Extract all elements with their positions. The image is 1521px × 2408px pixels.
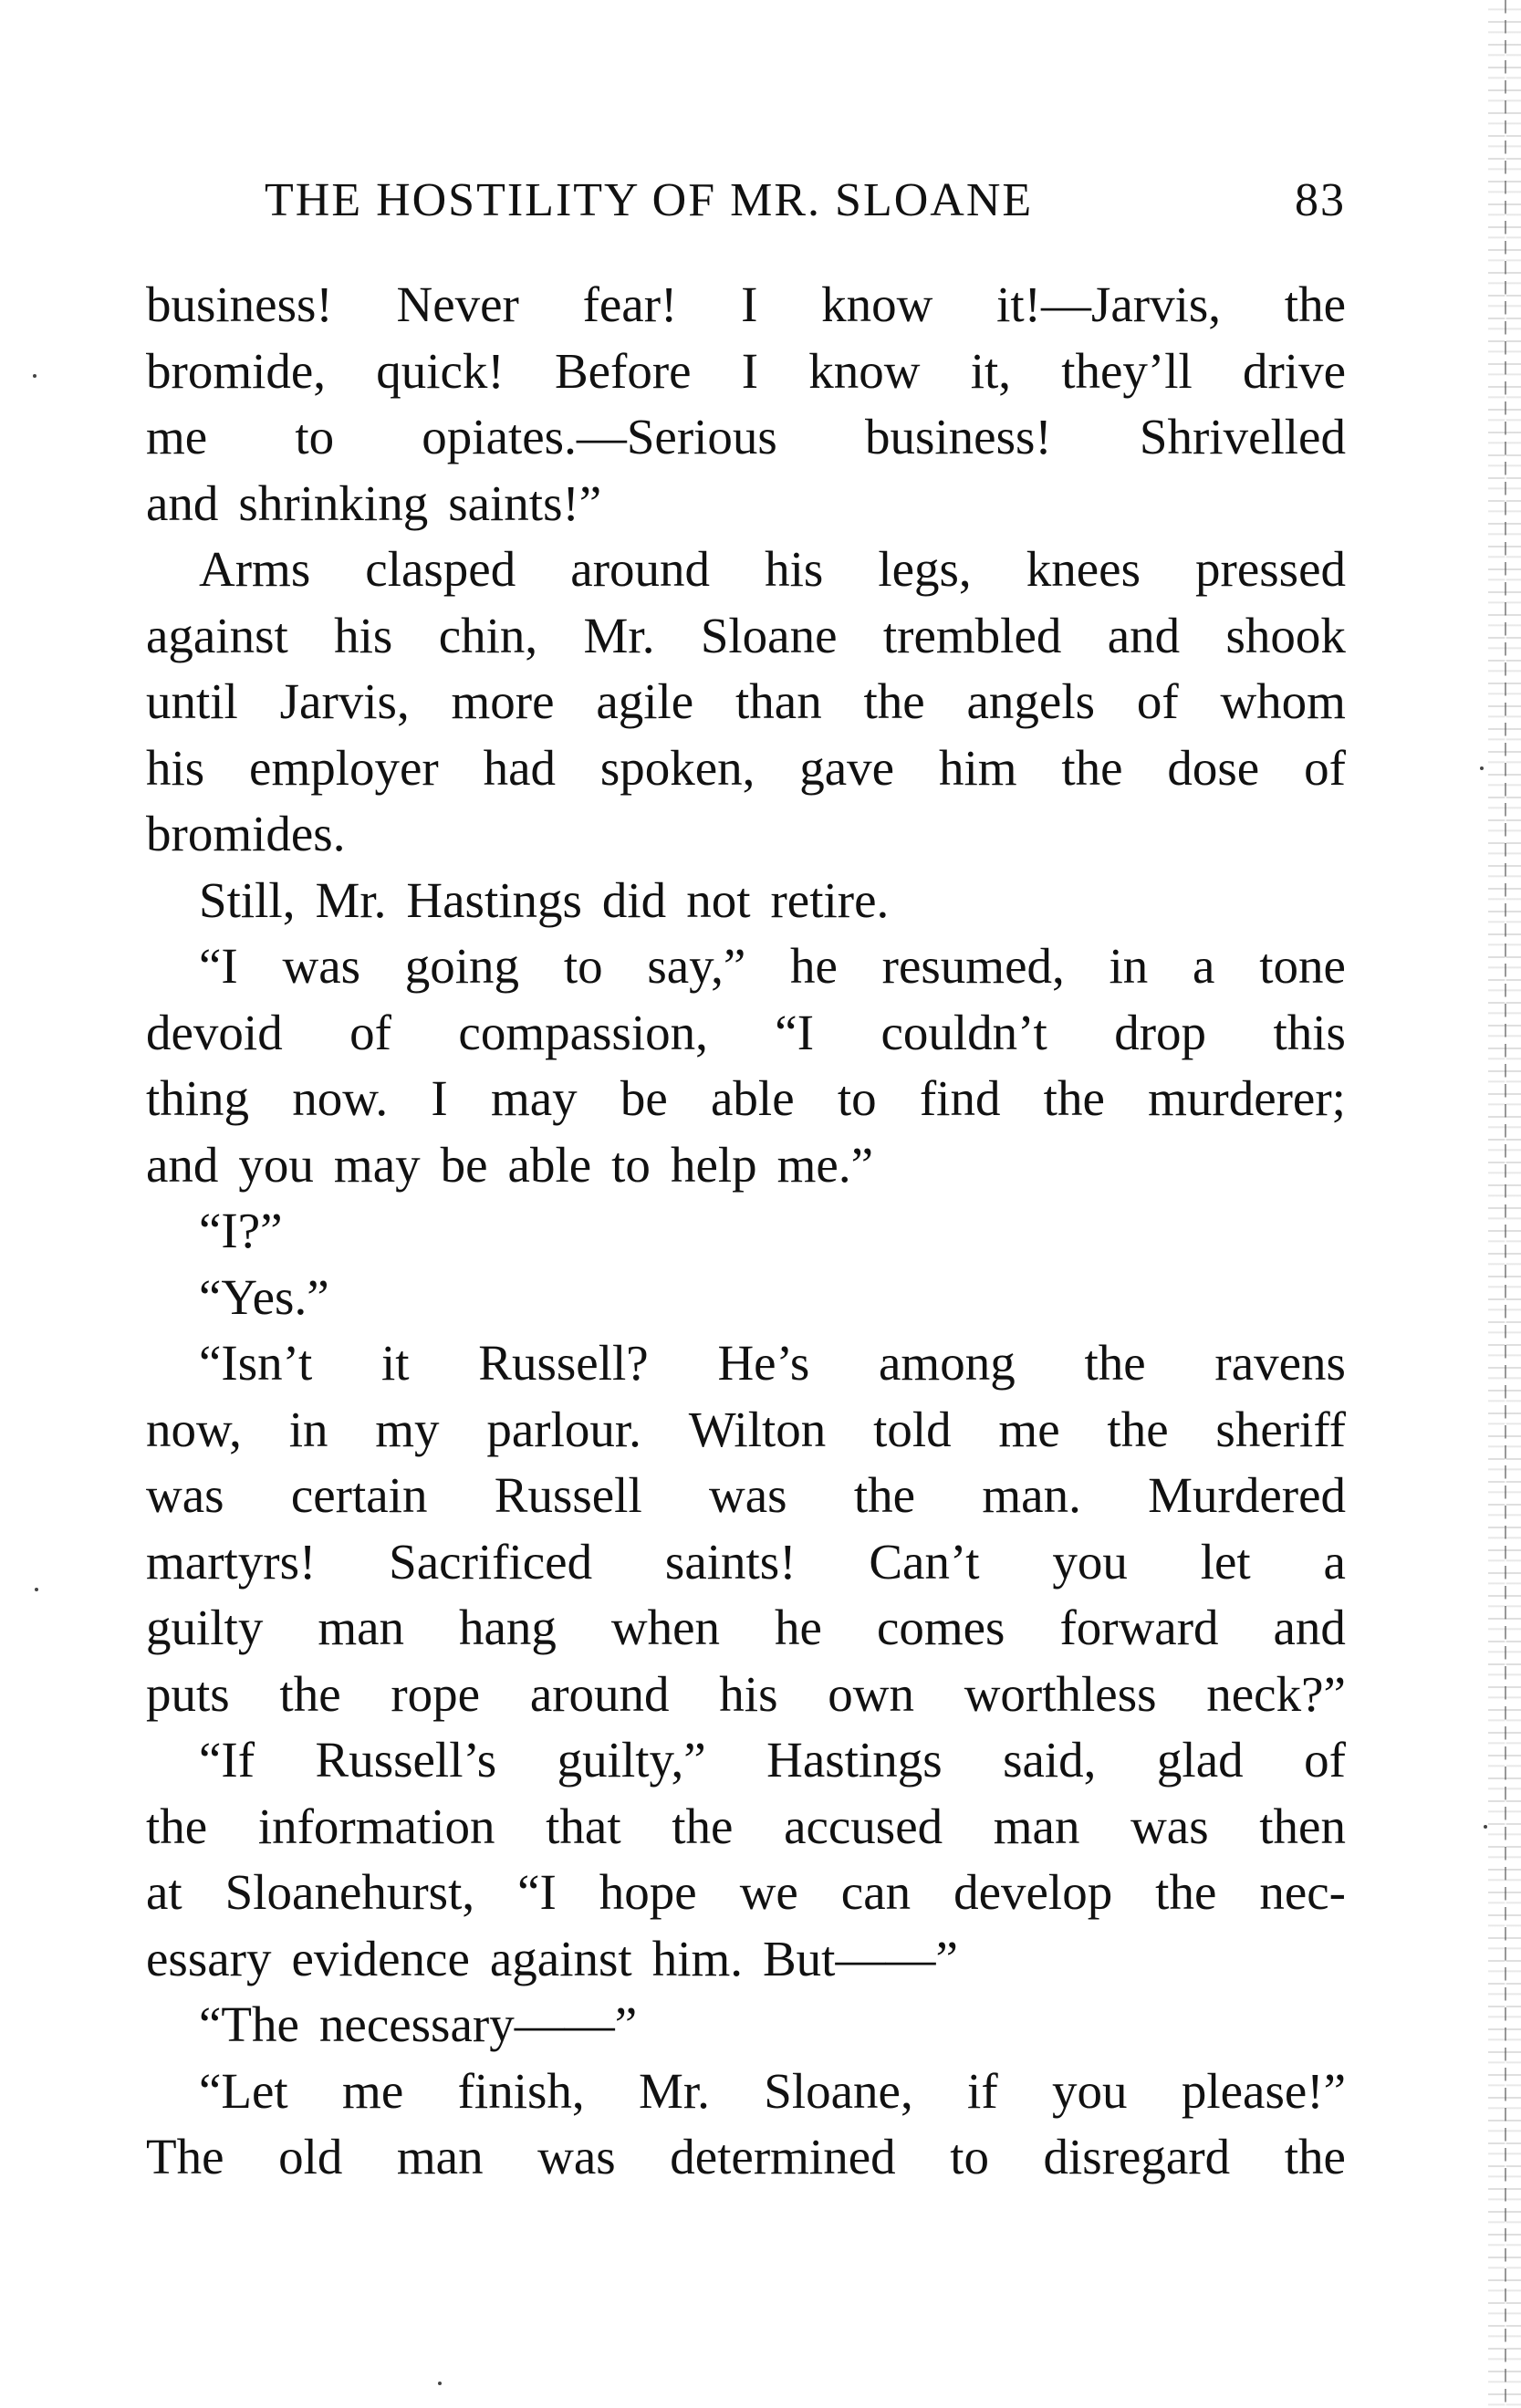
word: whom: [1220, 673, 1346, 729]
text-line: [146, 1463, 1346, 1529]
word: Can’t: [869, 1533, 980, 1590]
word: around: [529, 1665, 670, 1722]
page-number: 83: [1295, 174, 1346, 226]
text-line: [146, 801, 1346, 868]
word: hope: [599, 1864, 697, 1920]
word: to: [837, 1070, 877, 1126]
word: Hastings: [766, 1732, 943, 1788]
word: you: [1052, 2062, 1128, 2119]
word: in: [288, 1401, 328, 1457]
word: know: [821, 276, 933, 332]
word: able: [711, 1070, 795, 1126]
word: was: [146, 1467, 224, 1523]
word: this: [1273, 1004, 1346, 1060]
word: was: [709, 1467, 787, 1523]
word: spoken,: [599, 739, 755, 796]
word: then: [1259, 1798, 1346, 1854]
word: did: [601, 871, 667, 928]
text-line: [146, 933, 1346, 1000]
word: may: [490, 1070, 578, 1126]
word: Jarvis,: [279, 673, 410, 729]
word: essary: [146, 1930, 272, 1986]
word: was: [1130, 1798, 1209, 1854]
word: shook: [1225, 607, 1346, 663]
word: The: [146, 2129, 224, 2184]
word: him.: [651, 1930, 743, 1986]
word: Before: [554, 342, 692, 399]
word: Russell?: [478, 1335, 649, 1391]
word: bromides.: [146, 806, 346, 861]
text-line: [146, 735, 1346, 802]
scan-speck: [1484, 1825, 1487, 1829]
text-line: [146, 1198, 1346, 1265]
word: martyrs!: [146, 1533, 317, 1590]
word: Mr.: [583, 607, 655, 663]
word: you: [238, 1136, 314, 1193]
word: Sloane,: [764, 2062, 913, 2119]
word: pressed: [1195, 541, 1346, 597]
text-line: [146, 1662, 1346, 1728]
word: worthless: [964, 1665, 1157, 1722]
word: when: [610, 1600, 721, 1655]
word: But——”: [763, 1930, 958, 1986]
word: “I?”: [199, 1203, 283, 1258]
word: his: [765, 541, 824, 597]
text-line: [146, 1992, 1346, 2059]
word: please!”: [1181, 2062, 1346, 2119]
body-text: [146, 272, 1346, 2191]
word: He’s: [717, 1335, 810, 1391]
word: and: [1273, 1600, 1346, 1655]
word: evidence: [291, 1930, 470, 1986]
text-line: [146, 603, 1346, 670]
word: at: [146, 1864, 182, 1920]
word: drop: [1114, 1004, 1207, 1060]
word: business!: [146, 276, 333, 332]
word: retire.: [770, 871, 890, 928]
word: opiates.—Serious: [422, 409, 777, 464]
word: may: [333, 1136, 421, 1193]
word: me: [998, 1401, 1060, 1457]
word: saints!”: [448, 474, 602, 531]
running-head: [265, 173, 1346, 237]
word: my: [375, 1401, 440, 1457]
text-line: [146, 1860, 1346, 1926]
word: in: [1109, 938, 1149, 994]
word: help: [670, 1136, 757, 1193]
word: I: [431, 1070, 448, 1126]
word: he: [775, 1600, 822, 1655]
word: own: [828, 1665, 914, 1722]
word: neck?”: [1206, 1665, 1346, 1722]
word: employer: [249, 739, 439, 796]
word: Mr.: [638, 2062, 710, 2119]
word: thing: [146, 1070, 250, 1126]
word: Murdered: [1148, 1467, 1346, 1523]
word: against: [489, 1930, 632, 1986]
word: if: [967, 2062, 998, 2119]
word: chin,: [438, 607, 538, 663]
word: it,: [970, 342, 1012, 399]
word: bromide,: [146, 342, 327, 399]
text-line: [146, 669, 1346, 735]
word: me.”: [776, 1136, 873, 1193]
word: not: [686, 871, 751, 928]
word: the: [1043, 1070, 1105, 1126]
word: murderer;: [1148, 1070, 1346, 1126]
word: me: [146, 409, 208, 464]
word: you: [1052, 1533, 1128, 1590]
word: Sloanehurst,: [224, 1864, 475, 1920]
word: his: [334, 607, 393, 663]
scan-speck: [33, 374, 36, 378]
text-line: [146, 272, 1346, 339]
word: legs,: [878, 541, 972, 597]
word: around: [570, 541, 711, 597]
word: of: [1304, 739, 1346, 796]
word: “I: [199, 938, 238, 994]
word: Never: [396, 276, 519, 332]
word: be: [440, 1136, 488, 1193]
word: to: [611, 1136, 651, 1193]
word: man: [318, 1600, 405, 1655]
word: “Isn’t: [199, 1335, 313, 1391]
word: him: [938, 739, 1017, 796]
word: the: [1084, 1335, 1146, 1391]
word: know: [808, 342, 921, 399]
word: going: [404, 938, 520, 994]
word: Mr.: [315, 871, 387, 928]
word: agile: [596, 673, 694, 729]
word: forward: [1059, 1600, 1219, 1655]
word: man.: [982, 1467, 1081, 1523]
text-line: [146, 1066, 1346, 1132]
word: trembled: [882, 607, 1062, 663]
word: and: [146, 474, 219, 531]
word: sheriff: [1215, 1401, 1346, 1457]
word: the: [863, 673, 925, 729]
text-line: [146, 868, 1346, 934]
word: Shrivelled: [1139, 409, 1346, 464]
word: “Let: [199, 2062, 288, 2119]
word: shrinking: [238, 474, 429, 531]
word: devoid: [146, 1004, 283, 1060]
word: finish,: [457, 2062, 585, 2119]
word: Wilton: [688, 1401, 827, 1457]
word: say,”: [647, 938, 746, 994]
text-line: [146, 471, 1346, 537]
word: a: [1193, 938, 1215, 994]
text-line: [146, 1727, 1346, 1794]
word: man: [396, 2129, 484, 2184]
word: resumed,: [881, 938, 1065, 994]
word: clasped: [365, 541, 516, 597]
word: the: [1061, 739, 1123, 796]
word: now.: [292, 1070, 389, 1126]
word: business!: [865, 409, 1052, 464]
word: now,: [146, 1401, 242, 1457]
scan-speck: [35, 1588, 38, 1591]
word: the: [672, 1798, 734, 1854]
text-line: [146, 404, 1346, 471]
text-line: [146, 1595, 1346, 1662]
word: said,: [1003, 1732, 1097, 1788]
word: more: [451, 673, 555, 729]
word: the: [279, 1665, 341, 1722]
word: old: [278, 2129, 343, 2184]
word: was: [282, 938, 361, 994]
word: it: [380, 1335, 410, 1391]
word: the: [1155, 1864, 1217, 1920]
word: told: [873, 1401, 952, 1457]
word: parlour.: [486, 1401, 641, 1457]
text-line: [146, 339, 1346, 405]
scan-edge-line: [1505, 0, 1506, 2408]
word: of: [1136, 673, 1179, 729]
word: dose: [1167, 739, 1260, 796]
word: to: [950, 2129, 989, 2184]
word: drive: [1242, 342, 1346, 399]
word: the: [1284, 2129, 1346, 2184]
word: of: [1304, 1732, 1346, 1788]
word: a: [1323, 1533, 1346, 1590]
word: “If: [199, 1732, 255, 1788]
word: “I: [775, 1004, 815, 1060]
word: necessary——”: [318, 1996, 638, 2052]
word: comes: [876, 1600, 1005, 1655]
word: the: [146, 1798, 208, 1854]
word: Sloane: [700, 607, 838, 663]
word: “Yes.”: [199, 1268, 329, 1325]
word: Russell’s: [315, 1732, 497, 1788]
word: saints!: [664, 1533, 797, 1590]
word: to: [563, 938, 603, 994]
word: guilty,”: [557, 1732, 706, 1788]
word: knees: [1026, 541, 1141, 597]
word: of: [349, 1004, 391, 1060]
scan-speck: [438, 2382, 442, 2385]
word: ravens: [1214, 1335, 1346, 1391]
text-line: [146, 1265, 1346, 1331]
word: rope: [391, 1665, 481, 1722]
word: puts: [146, 1665, 230, 1722]
word: it!—Jarvis,: [996, 276, 1222, 332]
text-line: [146, 1330, 1346, 1397]
word: tone: [1259, 938, 1346, 994]
text-line: [146, 1000, 1346, 1067]
word: determined: [670, 2129, 896, 2184]
word: develop: [953, 1864, 1113, 1920]
word: “I: [517, 1864, 557, 1920]
running-head-title: THE HOSTILITY OF MR. SLOANE: [265, 174, 1034, 226]
text-line: [146, 537, 1346, 603]
word: he: [790, 938, 838, 994]
word: quick!: [376, 342, 505, 399]
word: I: [741, 276, 758, 332]
word: man: [993, 1798, 1080, 1854]
word: information: [257, 1798, 495, 1854]
word: glad: [1156, 1732, 1244, 1788]
word: we: [739, 1864, 798, 1920]
word: able: [507, 1136, 592, 1193]
word: his: [719, 1665, 778, 1722]
word: was: [537, 2129, 616, 2184]
word: fear!: [582, 276, 678, 332]
word: Arms: [199, 541, 311, 597]
word: “The: [199, 1996, 299, 2052]
word: Hastings: [406, 871, 582, 928]
word: nec-: [1259, 1864, 1346, 1920]
word: and: [1107, 607, 1181, 663]
word: Sacrificed: [389, 1533, 593, 1590]
word: that: [546, 1798, 621, 1854]
word: me: [342, 2062, 404, 2119]
word: they’ll: [1061, 342, 1193, 399]
word: than: [735, 673, 822, 729]
word: his: [146, 739, 205, 796]
word: gave: [799, 739, 895, 796]
word: against: [146, 607, 288, 663]
word: hang: [459, 1600, 557, 1655]
word: and: [146, 1136, 219, 1193]
word: couldn’t: [880, 1004, 1047, 1060]
word: the: [1284, 276, 1346, 332]
text-line: [146, 2124, 1346, 2191]
word: the: [1107, 1401, 1169, 1457]
word: among: [879, 1335, 1016, 1391]
word: angels: [966, 673, 1096, 729]
text-line: [146, 1397, 1346, 1464]
word: Russell: [494, 1467, 642, 1523]
word: certain: [290, 1467, 428, 1523]
word: guilty: [146, 1600, 264, 1655]
word: the: [853, 1467, 916, 1523]
text-line: [146, 1529, 1346, 1596]
word: had: [483, 739, 556, 796]
word: I: [741, 342, 759, 399]
word: can: [840, 1864, 912, 1920]
text-line: [146, 2059, 1346, 2125]
word: until: [146, 673, 238, 729]
word: disregard: [1043, 2129, 1231, 2184]
text-line: [146, 1926, 1346, 1993]
word: be: [620, 1070, 668, 1126]
text-line: [146, 1132, 1346, 1199]
word: to: [295, 409, 335, 464]
word: find: [919, 1070, 1001, 1126]
word: accused: [784, 1798, 943, 1854]
word: compassion,: [458, 1004, 708, 1060]
text-line: [146, 1794, 1346, 1861]
word: Still,: [199, 871, 296, 928]
scan-speck: [1480, 766, 1484, 770]
word: let: [1200, 1533, 1251, 1590]
